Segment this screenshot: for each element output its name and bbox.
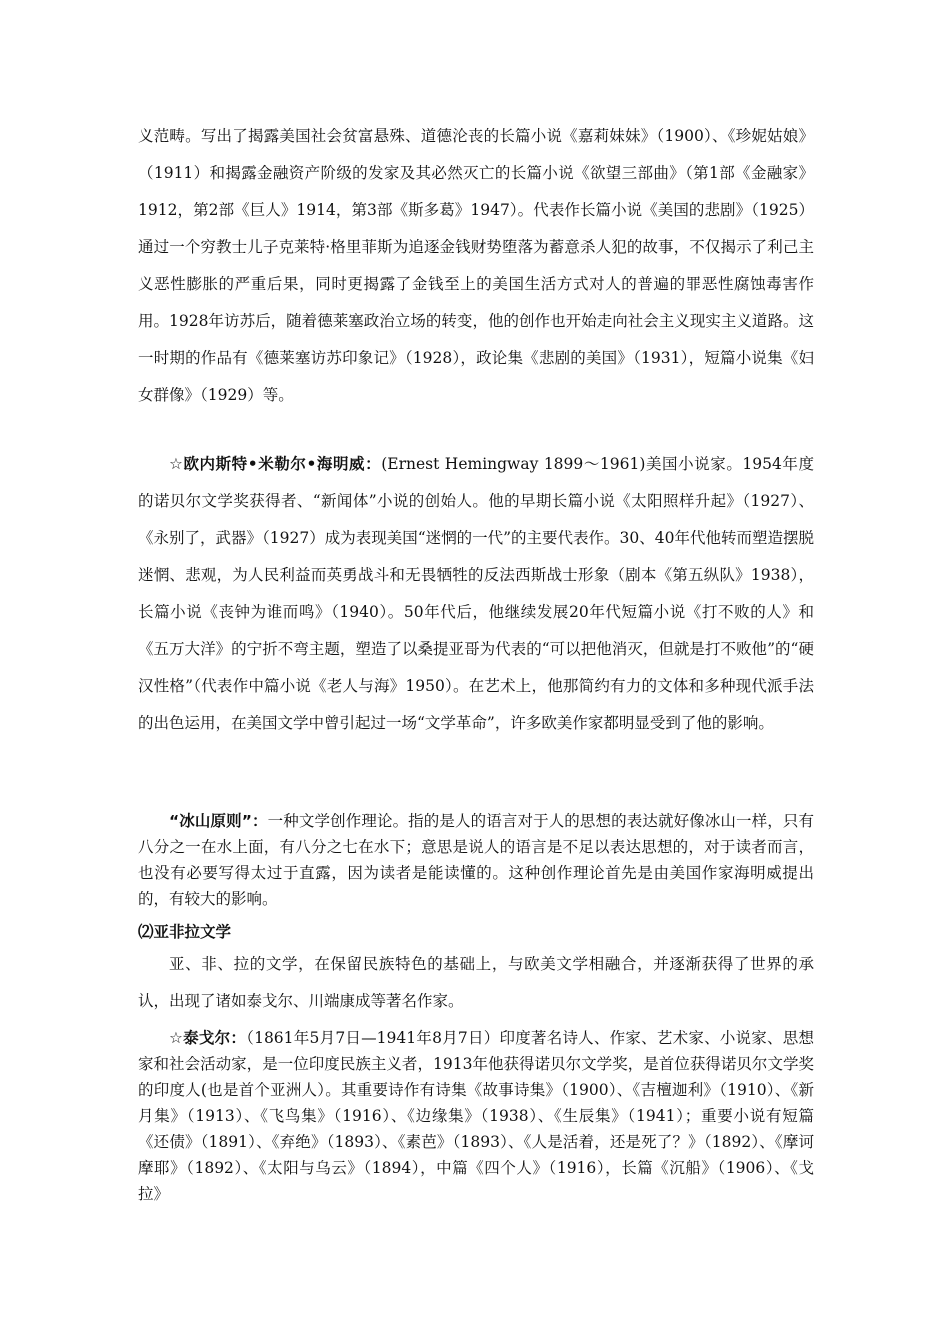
hemingway-text: (Ernest Hemingway 1899～1961)美国小说家。1954年度的诺贝尔文学奖获得者、“新闻体”小说的创始人。他的早期长篇小说《太阳照样升起》（1927）、《永别了，武器》（1927）成为表现美国“迷惘的一代”的主要代表作。30、40年代他转而塑造摆脱迷惘、悲观，为人民利益而英勇战斗和无畏牺牲的反法西斯战士形象（剧本《第五纵队》1938），长篇小说《丧钟为谁而鸣》（1940）。50年代后，他继续发展20年代短篇小说《打不败的人》和《五万大洋》的宁折不弯主题，塑造了以桑提亚哥为代表的“可以把他消灭，但就是打不败他”的“硬汉性格”（代表作中篇小说《老人与海》1950）。在艺术上，他那简约有力的文体和多种现代派手法的出色运用，在美国文学中曾引起过一场“文学革命”，许多欧美作家都明显受到了他的影响。 xyxy=(138,455,814,732)
hemingway-paragraph xyxy=(138,446,814,742)
dreiser-paragraph: 义范畴。写出了揭露美国社会贫富悬殊、道德沦丧的长篇小说《嘉莉妹妹》（1900）、《珍妮姑娘》（1911）和揭露金融资产阶级的发家及其必然灭亡的长篇小说《欲望三部曲》（第1部《金融家》1912，第2部《巨人》1914，第3部《斯多葛》1947）。代表作长篇小说《美国的悲剧》（1925）通过一个穷教士儿子克莱特·格里菲斯为追逐金钱财势堕落为蓄意杀人犯的故事，不仅揭示了利己主义恶性膨胀的严重后果，同时更揭露了金钱至上的美国生活方式对人的普遍的罪恶性腐蚀毒害作用。1928年访苏后，随着德莱塞政治立场的转变，他的创作也开始走向社会主义现实主义道路。这一时期的作品有《德莱塞访苏印象记》（1928），政论集《悲剧的美国》（1931），短篇小说集《妇女群像》（1929）等。 xyxy=(138,127,814,404)
asia-africa-latin-paragraph: 亚、非、拉的文学，在保留民族特色的基础上，与欧美文学相融合，并逐渐获得了世界的承认，出现了诸如泰戈尔、川端康成等著名作家。 xyxy=(138,955,814,1010)
iceberg-title: “冰山原则”： xyxy=(169,812,268,830)
tagore-title: ☆泰戈尔： xyxy=(169,1029,247,1047)
tagore-paragraph xyxy=(138,1025,814,1207)
iceberg-paragraph xyxy=(138,808,814,912)
iceberg-text: 一种文学创作理论。指的是人的语言对于人的思想的表达就好像冰山一样，只有八分之一在水上面，有八分之七在水下；意思是说人的语言是不足以表达思想的，对于读者而言，也没有必要写得太过于直露，因为读者是能读懂的。这种创作理论首先是由美国作家海明威提出的，有较大的影响。 xyxy=(138,812,814,908)
tagore-text: （1861年5月7日—1941年8月7日）印度著名诗人、作家、艺术家、小说家、思想家和社会活动家，是一位印度民族主义者，1913年他获得诺贝尔文学奖，是首位获得诺贝尔文学奖的印度人(也是首个亚洲人）。其重要诗作有诗集《故事诗集》（1900）、《吉檀迦利》（1910）、《新月集》（1913）、《飞鸟集》（1916）、《边缘集》（1938）、《生辰集》（1941）；重要小说有短篇《还债》（1891）、《弃绝》（1893）、《素芭》（1893）、《人是活着，还是死了？》（1892）、《摩诃摩耶》（1892）、《太阳与乌云》（1894），中篇《四个人》（1916），长篇《沉船》（1906）、《戈拉》 xyxy=(138,1029,815,1203)
section-heading-asia-africa-latin: ⑵亚非拉文学 xyxy=(138,923,232,941)
hemingway-title: ☆欧内斯特•米勒尔•海明威： xyxy=(169,455,382,473)
